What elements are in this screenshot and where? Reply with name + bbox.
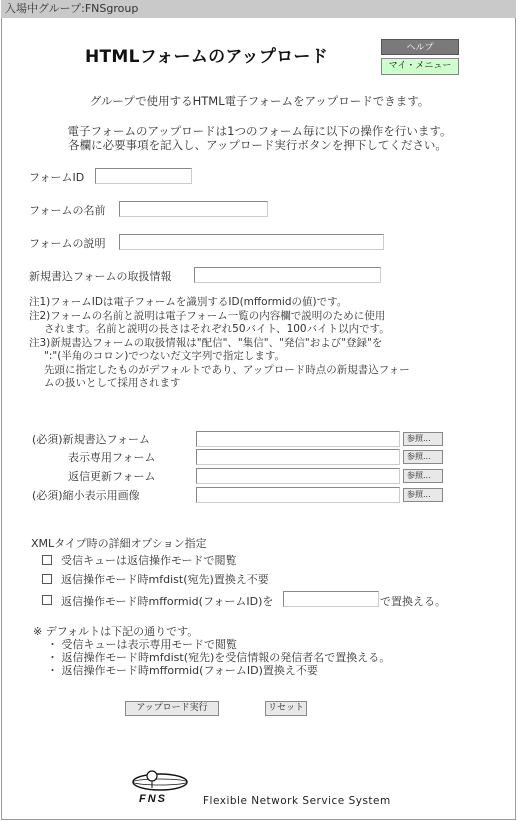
reply-form-browse-button[interactable]: 参照...: [403, 469, 443, 483]
new-form-file-label: (必須)新規書込フォーム: [32, 433, 151, 446]
note-line: 先頭に指定したものがデフォルトであり、アップロード時点の新規書込フォー: [44, 363, 410, 376]
option-1-checkbox[interactable]: [42, 555, 52, 565]
defaults-item: ・ 返信操作モード時mfdist(宛先)を受信情報の発信者名で置換える。: [47, 651, 391, 664]
group-header: 入場中グループ:FNSgroup: [1, 0, 516, 18]
intro-text-3: 各欄に必要事項を記入し、アップロード実行ボタンを押下してください。: [68, 138, 447, 152]
xml-options-title: XMLタイプ時の詳細オプション指定: [31, 537, 207, 550]
note-line: されます。名前と説明の長さはそれぞれ50バイト、100バイト以内です。: [44, 323, 390, 335]
reply-form-file-input[interactable]: [196, 468, 400, 484]
defaults-item: ・ 受信キューは表示専用モードで閲覧: [47, 638, 238, 651]
fns-logo-text: FNS: [139, 793, 167, 805]
footer-system-name: Flexible Network Service System: [203, 795, 391, 807]
note-line: ムの扱いとして採用されます: [44, 377, 181, 389]
help-button[interactable]: ヘルプ: [381, 39, 459, 55]
option-1-label: 受信キューは返信操作モードで閲覧: [61, 554, 237, 567]
form-desc-label: フォームの説明: [29, 237, 106, 250]
form-id-label: フォームID: [29, 171, 85, 184]
note-line: ":"(半角のコロン)でつないだ文字列で指定します。: [44, 350, 286, 362]
form-desc-input[interactable]: [119, 234, 384, 250]
view-form-browse-button[interactable]: 参照...: [403, 450, 443, 464]
thumbnail-file-input[interactable]: [196, 487, 400, 503]
new-form-file-input[interactable]: [196, 431, 400, 447]
form-id-input[interactable]: [95, 168, 192, 184]
new-form-browse-button[interactable]: 参照...: [403, 432, 443, 446]
view-form-file-input[interactable]: [196, 449, 400, 465]
option-3-label-suffix: で置換える。: [380, 595, 446, 608]
notes-block: [29, 296, 499, 391]
thumbnail-browse-button[interactable]: 参照...: [403, 488, 443, 502]
defaults-title: ※ デフォルトは下記の通りです。: [33, 625, 199, 638]
page-title: HTMLフォームのアップロード: [85, 47, 329, 67]
view-form-file-label: 表示専用フォーム: [68, 451, 156, 464]
intro-text-1: グループで使用するHTML電子フォームをアップロードできます。: [89, 94, 430, 108]
note-line: 注1)フォームIDは電子フォームを識別するID(mfformidの値)です。: [29, 296, 348, 308]
defaults-block: [33, 625, 390, 677]
note-line: 注3)新規書込フォームの取扱情報は"配信"、"集信"、"発信"および"登録"を: [29, 336, 383, 349]
option-3-checkbox[interactable]: [42, 595, 52, 605]
form-name-input[interactable]: [119, 201, 268, 217]
option-2-checkbox[interactable]: [42, 574, 52, 584]
reply-form-file-label: 返信更新フォーム: [68, 470, 156, 483]
option-2-label: 返信操作モード時mfdist(宛先)置換え不要: [61, 573, 269, 586]
thumbnail-file-label: (必須)縮小表示用画像: [32, 489, 140, 502]
reset-button[interactable]: リセット: [265, 701, 307, 716]
upload-button[interactable]: アップロード実行: [125, 701, 219, 716]
handling-label: 新規書込フォームの取扱情報: [29, 270, 172, 283]
mymenu-button[interactable]: マイ・メニュー: [381, 58, 459, 75]
note-line: 注2)フォームの名前と説明は電子フォーム一覧の内容欄で説明のために使用: [29, 309, 386, 322]
option-3-label-prefix: 返信操作モード時mfformid(フォームID)を: [61, 595, 274, 608]
defaults-item: ・ 返信操作モード時mfformid(フォームID)置換え不要: [47, 664, 318, 677]
intro-text-2: 電子フォームのアップロードは1つのフォーム毎に以下の操作を行います。: [67, 124, 452, 138]
handling-input[interactable]: [194, 267, 381, 283]
form-name-label: フォームの名前: [29, 204, 106, 217]
option-3-formid-input[interactable]: [283, 591, 379, 607]
